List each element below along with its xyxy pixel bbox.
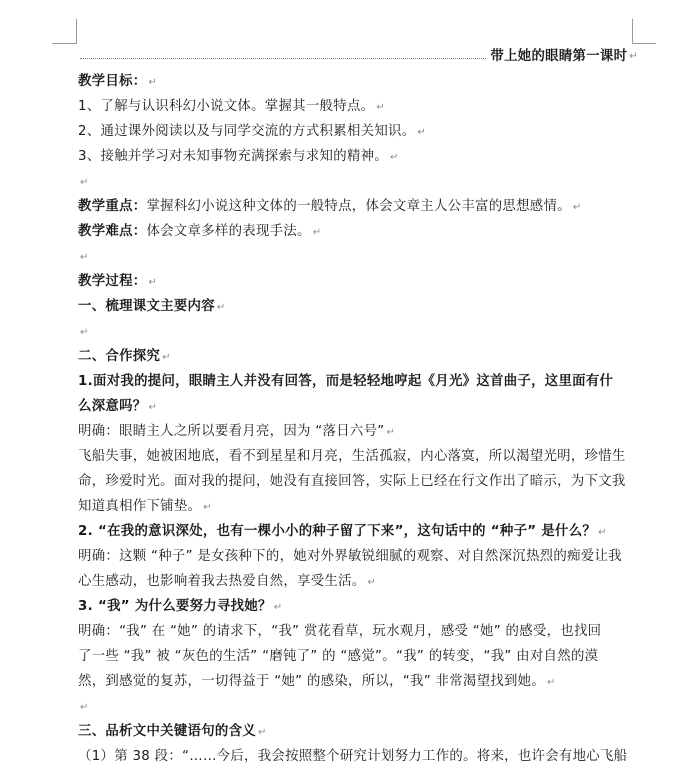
- answer-1-line-2: 飞船失事，她被困地底，看不到星星和月亮，生活孤寂，内心落寞，所以渴望光明，珍惜生: [78, 449, 626, 464]
- section-1-heading: 一、梳理课文主要内容 ↵: [78, 299, 226, 314]
- answer-1-line-1: 明确：眼睛主人之所以要看月亮，因为 “落日六号” ↵: [78, 424, 396, 439]
- question-1-line-1: 1.面对我的提问，眼睛主人并没有回答，而是轻轻地哼起《月光》这首曲子，这里面有什: [78, 374, 614, 389]
- empty-paragraph: ↵: [80, 702, 89, 713]
- title-line: [78, 44, 638, 69]
- empty-paragraph: ↵: [80, 327, 89, 338]
- objective-1: 1、了解与认识科幻小说文体。掌握其一般特点。 ↵: [78, 99, 386, 114]
- answer-3-line-3: 然，到感觉的复苏，一切得益于 “她” 的感染，所以，“我” 非常渴望找到她。 ↵: [78, 674, 556, 689]
- empty-paragraph: ↵: [80, 177, 89, 188]
- page-title: 带上她的眼睛第一课时: [490, 49, 628, 64]
- key-point-line: 教学重点：掌握科幻小说这种文体的一般特点，体会文章主人公丰富的思想感情。 ↵: [78, 199, 582, 214]
- paragraph-38-quote: （1）第 38 段：“……今后，我会按照整个研究计划努力工作的。将来，也许会有地心飞船: [78, 749, 628, 764]
- paragraph-mark-icon: ↵: [629, 51, 638, 62]
- answer-1-line-4: 知道真相作下铺垫。 ↵: [78, 499, 212, 514]
- question-1-line-2: 么深意吗？ ↵: [78, 399, 158, 414]
- objective-2: 2、通过课外阅读以及与同学交流的方式积累相关知识。 ↵: [78, 124, 427, 139]
- question-3: 3. “我” 为什么要努力寻找她？ ↵: [78, 599, 283, 614]
- difficulty-line: 教学难点：体会文章多样的表现手法。 ↵: [78, 224, 322, 239]
- answer-2-line-2: 心生感动，也影响着我去热爱自然，享受生活。 ↵: [78, 574, 377, 589]
- process-heading: 教学过程： ↵: [78, 274, 158, 289]
- crop-mark-top-right-vertical: [632, 19, 633, 44]
- crop-mark-top-left-vertical: [76, 19, 77, 44]
- crop-mark-top-left-horizontal: [52, 43, 76, 44]
- answer-3-line-2: 了一些 “我” 被 “灰色的生活” “磨钝了” 的 “感觉”。“我” 的转变，“我” 由对自然的漠: [78, 649, 599, 664]
- objectives-heading: 教学目标： ↵: [78, 74, 158, 89]
- section-3-heading: 三、品析文中关键语句的含义 ↵: [78, 724, 267, 739]
- document-page: [78, 44, 638, 769]
- answer-1-line-3: 命，珍爱时光。面对我的提问，她没有直接回答，实际上已经在行文作出了暗示，为下文我: [78, 474, 626, 489]
- answer-2-line-1: 明确：这颗 “种子” 是女孩种下的，她对外界敏锐细腻的观察、对自然深沉热烈的痴爱让我: [78, 549, 622, 564]
- answer-3-line-1: 明确：“我” 在 “她” 的请求下，“我” 赏花看草，玩水观月，感受 “她” 的感受，也找回: [78, 624, 602, 639]
- leader-dots: [80, 58, 486, 59]
- empty-paragraph: ↵: [80, 252, 89, 263]
- section-2-heading: 二、合作探究 ↵: [78, 349, 171, 364]
- objective-3: 3、接触并学习对未知事物充满探索与求知的精神。 ↵: [78, 149, 399, 164]
- question-2: 2. “在我的意识深处，也有一棵小小的种子留了下来”，这句话中的 “种子” 是什么？ ↵: [78, 524, 607, 539]
